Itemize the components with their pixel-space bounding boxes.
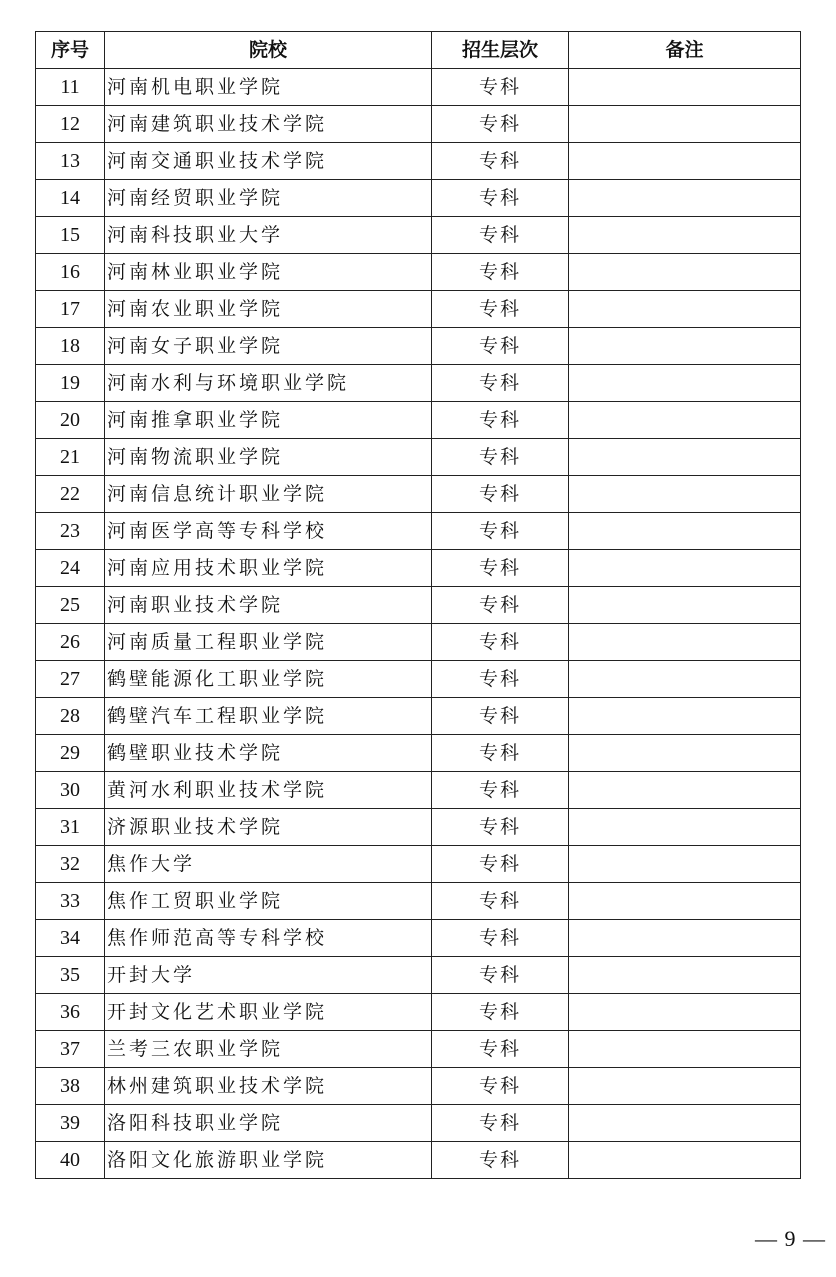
- table-row: [36, 661, 801, 698]
- header-enrollment-level: 招生层次: [432, 32, 569, 69]
- enrollment-level-cell: 专科: [432, 550, 569, 587]
- remarks-cell: [569, 624, 801, 661]
- school-name-cell: 洛阳文化旅游职业学院: [105, 1142, 432, 1179]
- school-name-cell: 鹤壁汽车工程职业学院: [105, 698, 432, 735]
- table-row: [36, 772, 801, 809]
- table-row: [36, 698, 801, 735]
- remarks-cell: [569, 143, 801, 180]
- serial-number-cell: 39: [36, 1105, 105, 1142]
- enrollment-level-cell: 专科: [432, 735, 569, 772]
- serial-number-cell: 37: [36, 1031, 105, 1068]
- enrollment-level-cell: 专科: [432, 883, 569, 920]
- enrollment-level-cell: 专科: [432, 994, 569, 1031]
- serial-number-cell: 38: [36, 1068, 105, 1105]
- table-row: [36, 439, 801, 476]
- enrollment-level-cell: 专科: [432, 476, 569, 513]
- page-number: — 9 —: [755, 1226, 826, 1251]
- serial-number-cell: 20: [36, 402, 105, 439]
- remarks-cell: [569, 920, 801, 957]
- enrollment-level-cell: 专科: [432, 1105, 569, 1142]
- enrollment-level-cell: 专科: [432, 217, 569, 254]
- school-table: [35, 31, 801, 1179]
- table-row: [36, 883, 801, 920]
- table-row: [36, 365, 801, 402]
- school-name-cell: 河南女子职业学院: [105, 328, 432, 365]
- table-row: [36, 1068, 801, 1105]
- school-name-cell: 河南推拿职业学院: [105, 402, 432, 439]
- table-row: [36, 328, 801, 365]
- enrollment-level-cell: 专科: [432, 365, 569, 402]
- serial-number-cell: 13: [36, 143, 105, 180]
- table-row: [36, 809, 801, 846]
- table-row: [36, 402, 801, 439]
- remarks-cell: [569, 846, 801, 883]
- remarks-cell: [569, 217, 801, 254]
- serial-number-cell: 19: [36, 365, 105, 402]
- enrollment-level-cell: 专科: [432, 1142, 569, 1179]
- enrollment-level-cell: 专科: [432, 291, 569, 328]
- school-name-cell: 兰考三农职业学院: [105, 1031, 432, 1068]
- school-name-cell: 河南科技职业大学: [105, 217, 432, 254]
- enrollment-level-cell: 专科: [432, 809, 569, 846]
- serial-number-cell: 29: [36, 735, 105, 772]
- serial-number-cell: 28: [36, 698, 105, 735]
- serial-number-cell: 17: [36, 291, 105, 328]
- remarks-cell: [569, 698, 801, 735]
- school-name-cell: 鹤壁能源化工职业学院: [105, 661, 432, 698]
- serial-number-cell: 26: [36, 624, 105, 661]
- enrollment-level-cell: 专科: [432, 772, 569, 809]
- serial-number-cell: 23: [36, 513, 105, 550]
- remarks-cell: [569, 1068, 801, 1105]
- serial-number-cell: 22: [36, 476, 105, 513]
- serial-number-cell: 40: [36, 1142, 105, 1179]
- remarks-cell: [569, 254, 801, 291]
- remarks-cell: [569, 1142, 801, 1179]
- enrollment-level-cell: 专科: [432, 328, 569, 365]
- table-row: [36, 1105, 801, 1142]
- serial-number-cell: 32: [36, 846, 105, 883]
- remarks-cell: [569, 550, 801, 587]
- school-name-cell: 焦作大学: [105, 846, 432, 883]
- school-name-cell: 焦作师范高等专科学校: [105, 920, 432, 957]
- serial-number-cell: 35: [36, 957, 105, 994]
- school-name-cell: 河南交通职业技术学院: [105, 143, 432, 180]
- serial-number-cell: 24: [36, 550, 105, 587]
- table-row: [36, 624, 801, 661]
- serial-number-cell: 36: [36, 994, 105, 1031]
- table-row: [36, 254, 801, 291]
- table-row: [36, 846, 801, 883]
- school-name-cell: 河南医学高等专科学校: [105, 513, 432, 550]
- serial-number-cell: 30: [36, 772, 105, 809]
- serial-number-cell: 27: [36, 661, 105, 698]
- school-name-cell: 开封大学: [105, 957, 432, 994]
- school-name-cell: 河南经贸职业学院: [105, 180, 432, 217]
- enrollment-level-cell: 专科: [432, 698, 569, 735]
- enrollment-level-cell: 专科: [432, 624, 569, 661]
- serial-number-cell: 33: [36, 883, 105, 920]
- school-name-cell: 河南机电职业学院: [105, 69, 432, 106]
- table-row: [36, 291, 801, 328]
- enrollment-level-cell: 专科: [432, 920, 569, 957]
- remarks-cell: [569, 772, 801, 809]
- enrollment-level-cell: 专科: [432, 513, 569, 550]
- table-row: [36, 476, 801, 513]
- serial-number-cell: 16: [36, 254, 105, 291]
- school-name-cell: 河南物流职业学院: [105, 439, 432, 476]
- remarks-cell: [569, 809, 801, 846]
- remarks-cell: [569, 994, 801, 1031]
- serial-number-cell: 25: [36, 587, 105, 624]
- remarks-cell: [569, 365, 801, 402]
- enrollment-level-cell: 专科: [432, 957, 569, 994]
- enrollment-level-cell: 专科: [432, 661, 569, 698]
- school-name-cell: 黄河水利职业技术学院: [105, 772, 432, 809]
- remarks-cell: [569, 328, 801, 365]
- school-name-cell: 焦作工贸职业学院: [105, 883, 432, 920]
- enrollment-level-cell: 专科: [432, 106, 569, 143]
- table-row: [36, 920, 801, 957]
- remarks-cell: [569, 106, 801, 143]
- school-name-cell: 河南应用技术职业学院: [105, 550, 432, 587]
- enrollment-level-cell: 专科: [432, 439, 569, 476]
- table-row: [36, 217, 801, 254]
- serial-number-cell: 12: [36, 106, 105, 143]
- remarks-cell: [569, 587, 801, 624]
- enrollment-level-cell: 专科: [432, 1031, 569, 1068]
- remarks-cell: [569, 1031, 801, 1068]
- school-name-cell: 林州建筑职业技术学院: [105, 1068, 432, 1105]
- remarks-cell: [569, 513, 801, 550]
- school-name-cell: 河南信息统计职业学院: [105, 476, 432, 513]
- enrollment-level-cell: 专科: [432, 846, 569, 883]
- serial-number-cell: 21: [36, 439, 105, 476]
- school-name-cell: 鹤壁职业技术学院: [105, 735, 432, 772]
- remarks-cell: [569, 291, 801, 328]
- table-row: [36, 957, 801, 994]
- table-row: [36, 550, 801, 587]
- remarks-cell: [569, 402, 801, 439]
- serial-number-cell: 34: [36, 920, 105, 957]
- enrollment-level-cell: 专科: [432, 69, 569, 106]
- table-row: [36, 1142, 801, 1179]
- serial-number-cell: 11: [36, 69, 105, 106]
- remarks-cell: [569, 1105, 801, 1142]
- enrollment-level-cell: 专科: [432, 587, 569, 624]
- remarks-cell: [569, 180, 801, 217]
- enrollment-level-cell: 专科: [432, 180, 569, 217]
- remarks-cell: [569, 957, 801, 994]
- school-name-cell: 河南建筑职业技术学院: [105, 106, 432, 143]
- remarks-cell: [569, 883, 801, 920]
- table-row: [36, 587, 801, 624]
- table-row: [36, 69, 801, 106]
- table-row: [36, 1031, 801, 1068]
- remarks-cell: [569, 476, 801, 513]
- header-school: 院校: [105, 32, 432, 69]
- enrollment-level-cell: 专科: [432, 402, 569, 439]
- remarks-cell: [569, 661, 801, 698]
- school-name-cell: 河南质量工程职业学院: [105, 624, 432, 661]
- serial-number-cell: 14: [36, 180, 105, 217]
- header-remarks: 备注: [569, 32, 801, 69]
- school-name-cell: 洛阳科技职业学院: [105, 1105, 432, 1142]
- table-header-row: [36, 32, 801, 69]
- school-name-cell: 河南水利与环境职业学院: [105, 365, 432, 402]
- school-name-cell: 河南职业技术学院: [105, 587, 432, 624]
- header-serial-number: 序号: [36, 32, 105, 69]
- remarks-cell: [569, 735, 801, 772]
- table-row: [36, 106, 801, 143]
- table-row: [36, 994, 801, 1031]
- school-name-cell: 济源职业技术学院: [105, 809, 432, 846]
- table-row: [36, 513, 801, 550]
- serial-number-cell: 31: [36, 809, 105, 846]
- serial-number-cell: 18: [36, 328, 105, 365]
- table-row: [36, 735, 801, 772]
- school-name-cell: 河南农业职业学院: [105, 291, 432, 328]
- remarks-cell: [569, 439, 801, 476]
- enrollment-level-cell: 专科: [432, 1068, 569, 1105]
- school-name-cell: 河南林业职业学院: [105, 254, 432, 291]
- table-body: [36, 69, 801, 1179]
- serial-number-cell: 15: [36, 217, 105, 254]
- enrollment-level-cell: 专科: [432, 254, 569, 291]
- table-row: [36, 180, 801, 217]
- remarks-cell: [569, 69, 801, 106]
- enrollment-level-cell: 专科: [432, 143, 569, 180]
- table-row: [36, 143, 801, 180]
- school-name-cell: 开封文化艺术职业学院: [105, 994, 432, 1031]
